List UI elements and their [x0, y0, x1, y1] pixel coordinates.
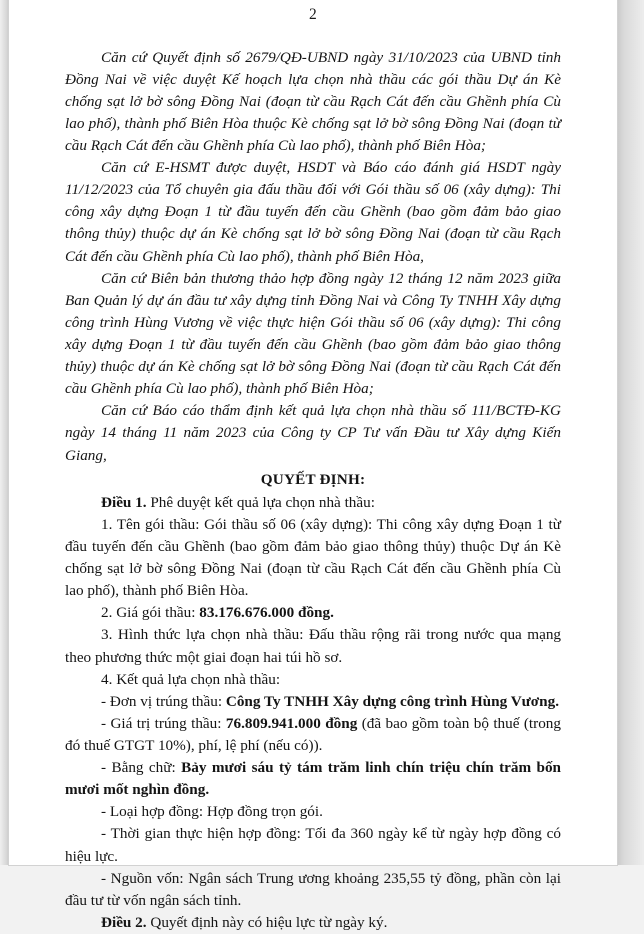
- result-bullet-3-bold: Bảy mươi sáu tỷ tám trăm linh chín triệu chín trăm bốn mươi mốt nghìn đồng.: [65, 759, 562, 799]
- result-bullet-2-bold: 76.809.941.000 đồng: [225, 714, 358, 732]
- article1-item-3: [65, 624, 561, 668]
- article1-item-1-value: Gói thầu số 06 (xây dựng): Thi công xây dựng Đoạn 1 từ đầu tuyến đến cầu Ghềnh (bao gồm đảm bảo giao thông thủy) thuộc Dự án Kè chống sạt lở bờ sông Đồng Nai (đoạn từ cầu Rạch Cát đến cầu Ghềnh phía Cù lao phố), thành phố Biên Hòa.: [65, 515, 561, 600]
- article1-item-1: [65, 514, 561, 602]
- article1-item-3-number: 3.: [101, 626, 118, 644]
- result-bullet-thoi-gian: [65, 823, 561, 867]
- page-gutter-right: [617, 0, 644, 865]
- article-1-title: Phê duyệt kết quả lựa chọn nhà thầu:: [146, 493, 375, 511]
- result-bullet-4-prefix: - Loại hợp đồng: Hợp đồng trọn gói.: [101, 803, 323, 821]
- article-2-label: Điều 2.: [101, 913, 147, 931]
- article1-item-2-value: 83.176.676.000 đồng.: [199, 604, 334, 622]
- page-number: 2: [309, 6, 317, 23]
- article1-item-4-label: Kết quả lựa chọn nhà thầu:: [116, 670, 281, 688]
- article-2-title: Quyết định này có hiệu lực từ ngày ký.: [146, 913, 388, 931]
- result-bullet-nguon-von: [65, 868, 561, 912]
- article-1: [65, 492, 561, 514]
- result-bullet-1-bold: Công Ty TNHH Xây dựng công trình Hùng Vương.: [225, 692, 560, 710]
- result-bullet-bang-chu: [65, 757, 561, 801]
- article1-item-3-value: Đấu thầu rộng rãi trong nước qua mạng theo phương thức một giai đoạn hai túi hồ sơ.: [65, 626, 562, 666]
- preamble-paragraph-2: Căn cứ E-HSMT được duyệt, HSDT và Báo cáo đánh giá HSDT ngày 11/12/2023 của Tổ chuyên gia đấu thầu đối với Gói thầu số 06 (xây dựng): Thi công xây dựng Đoạn 1 từ đầu tuyến đến cầu Ghềnh (bao gồm đảm bảo giao thông thủy) thuộc dự án Kè chống sạt lở bờ sông Đồng Nai (đoạn từ cầu Rạch Cát đến cầu Ghềnh phía Cù lao phố), thành phố Biên Hòa,: [65, 159, 561, 265]
- article-1-label: Điều 1.: [101, 493, 147, 511]
- article1-item-2-label: Giá gói thầu:: [116, 604, 200, 622]
- document-page: [9, 0, 617, 931]
- result-bullet-gia-tri-trung-thau: [65, 713, 561, 757]
- article-2: [65, 912, 561, 934]
- result-bullet-5-prefix: - Thời gian thực hiện hợp đồng: Tối đa 360 ngày kể từ ngày hợp đồng có hiệu lực.: [65, 825, 561, 865]
- result-bullet-2-suffix: (đã bao gồm toàn bộ thuế (trong đó thuế GTGT 10%), phí, lệ phí (nếu có)).: [65, 714, 561, 754]
- result-bullet-6-prefix: - Nguồn vốn: Ngân sách Trung ương khoảng 235,55 tỷ đồng, phần còn lại đầu tư từ vốn ngân sách tỉnh.: [65, 869, 561, 909]
- article1-item-3-label: Hình thức lựa chọn nhà thầu:: [117, 626, 309, 644]
- article1-item-1-label: Tên gói thầu:: [116, 515, 205, 533]
- article1-item-4-number: 4.: [101, 670, 117, 688]
- preamble-paragraph-4: Căn cứ Báo cáo thẩm định kết quả lựa chọn nhà thầu số 111/BCTĐ-KG ngày 14 tháng 11 năm 2023 của Công ty CP Tư vấn Đầu tư Xây dựng Kiến Giang,: [65, 402, 561, 464]
- document-body: [65, 25, 561, 934]
- preamble-paragraph-1: Căn cứ Quyết định số 2679/QĐ-UBND ngày 31/10/2023 của UBND tỉnh Đồng Nai về việc duyệt Kế hoạch lựa chọn nhà thầu các gói thầu Dự án Kè chống sạt lở bờ sông Đồng Nai (đoạn từ cầu Rạch Cát đến cầu Ghềnh phía Cù lao phố), thành phố Biên Hòa thuộc Kè chống sạt lở bờ sông Đồng Nai (đoạn từ cầu Rạch Cát đến cầu Ghềnh phía Cù lao phố), thành phố Biên Hòa;: [65, 48, 561, 155]
- page-gutter-left: [0, 0, 9, 865]
- article1-item-2-number: 2.: [101, 604, 117, 622]
- decision-heading: QUYẾT ĐỊNH:: [260, 470, 366, 488]
- result-bullet-1-prefix: - Đơn vị trúng thầu:: [101, 692, 226, 710]
- article1-item-1-number: 1.: [101, 515, 117, 533]
- result-bullet-2-prefix: - Giá trị trúng thầu:: [101, 714, 226, 732]
- result-bullet-loai-hop-dong: [65, 801, 561, 823]
- result-bullet-3-prefix: - Bằng chữ:: [101, 759, 182, 777]
- page-content: [9, 0, 617, 934]
- preamble-paragraph-3: Căn cứ Biên bản thương thảo hợp đồng ngày 12 tháng 12 năm 2023 giữa Ban Quản lý dự án đầu tư xây dựng tỉnh Đồng Nai và Công Ty TNHH Xây dựng công trình Hùng Vương về việc thực hiện Gói thầu số 06 (xây dựng): Thi công xây dựng Đoạn 1 từ đầu tuyến đến cầu Ghềnh (bao gồm đảm bảo giao thông thủy) thuộc dự án Kè chống sạt lở bờ sông Đồng Nai (đoạn từ cầu Rạch Cát đến cầu Ghềnh phía Cù lao phố), thành phố Biên Hòa;: [65, 269, 561, 398]
- article1-item-2: [65, 602, 561, 624]
- result-bullet-don-vi-trung-thau: [65, 691, 561, 713]
- article1-item-4: [65, 669, 561, 691]
